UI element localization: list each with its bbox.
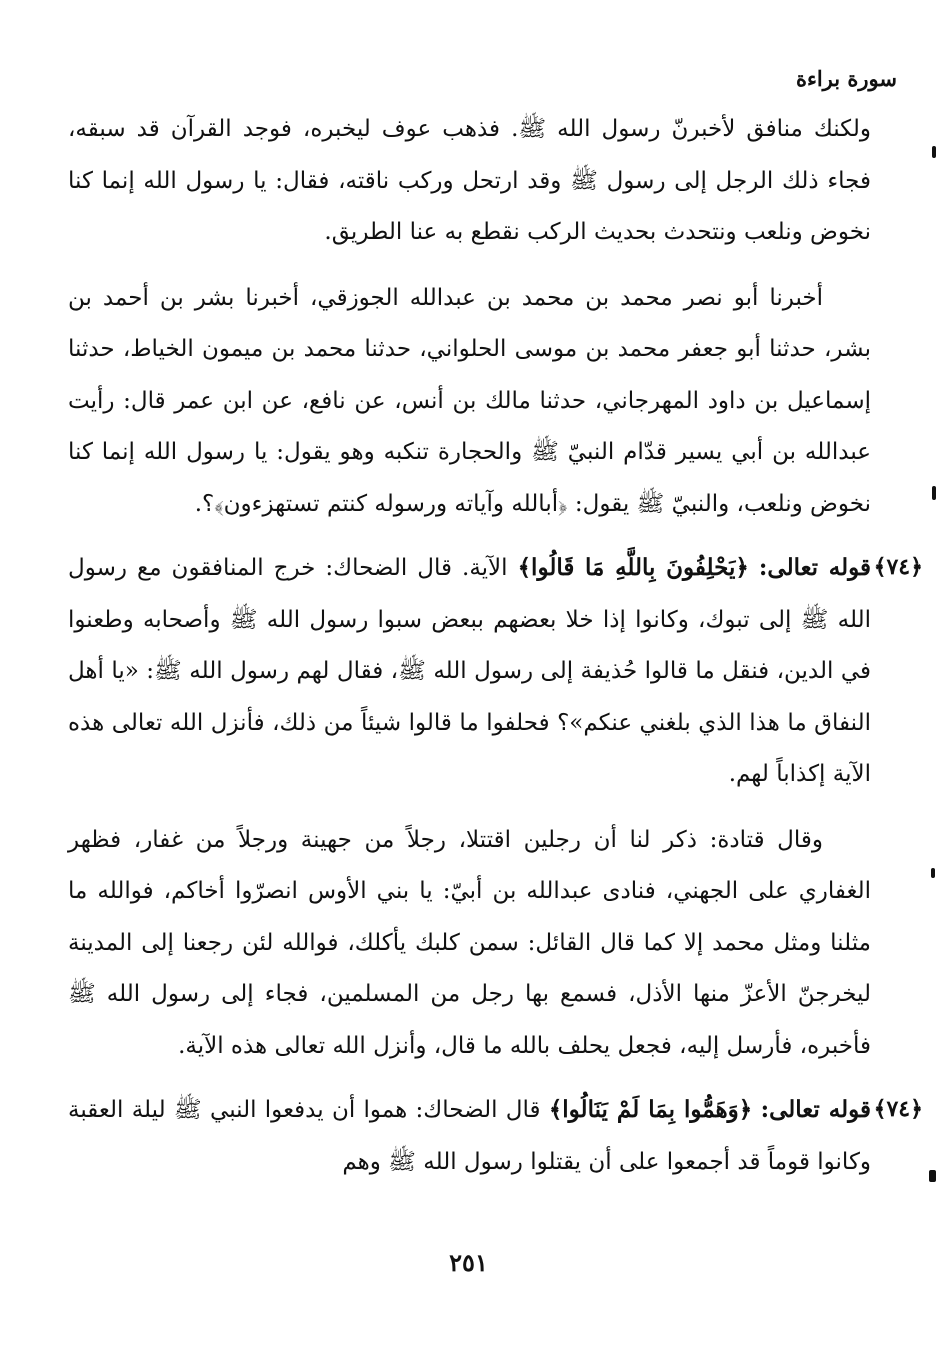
paragraph-3 <box>68 542 871 801</box>
surah-running-header: سورة براءة <box>795 66 897 91</box>
verse-intro-label: قوله تعالى: <box>758 554 872 581</box>
scan-edge-mark <box>929 1170 936 1182</box>
paragraph-gap <box>68 530 871 542</box>
paragraph-gap <box>68 801 871 815</box>
quran-quote: ﴿يَحْلِفُونَ بِاللَّهِ مَا قَالُوا﴾ <box>517 554 749 581</box>
paragraph-2-hadith-chain: أخبرنا أبو نصر محمد بن محمد بن عبدالله الجوزقي، أخبرنا بشر بن أحمد بن بشر، حدثنا أبو جعفر محمد بن موسى الحلواني، حدثنا محمد بن ميمون الخياط، حدثنا إسماعيل بن داود المهرجاني، حدثنا مالك بن أنس، عن نافع، عن ابن عمر قال: رأيت عبدالله بن أبي يسير قدّام النبيّ ﷺ والحجارة تنكبه وهو يقول: يا رسول الله إنما كنا نخوض ونلعب، والنبيّ ﷺ يقول: ﴿أبالله وآياته ورسوله كنتم تستهزءون﴾؟. <box>68 284 871 517</box>
paragraph-gap <box>68 259 871 273</box>
commentary-text: الآية. قال الضحاك: خرج المنافقون مع رسول الله ﷺ إلى تبوك، وكانوا إذا خلا بعضهم ببعض سبوا رسول الله ﷺ وأصحابه وطعنوا في الدين، فنقل ما قالوا حُذيفة إلى رسول الله ﷺ، فقال لهم رسول الله ﷺ: «يا أهل النفاق ما هذا الذي بلغني عنكم»؟ فحلفوا ما قالوا شيئاً من ذلك، فأنزل الله تعالى هذه الآية إكذاباً لهم. <box>68 555 871 787</box>
scan-edge-mark <box>932 486 936 500</box>
verse-section-2 <box>68 1084 923 1188</box>
paragraph-1: ولكنك منافق لأخبرنّ رسول الله ﷺ. فذهب عوف ليخبره، فوجد القرآن قد سبقه، فجاء ذلك الرجل إلى رسول ﷺ وقد ارتحل وركب ناقته، فقال: يا رسول الله إنما كنا نخوض ونلعب ونتحدث بحديث الركب نقطع به عنا الطريق. <box>68 116 871 245</box>
paragraph-5 <box>68 1084 871 1188</box>
scan-edge-mark <box>932 146 936 158</box>
paragraph-4: وقال قتادة: ذكر لنا أن رجلين اقتتلا، رجلاً من جهينة ورجلاً من غفار، فظهر الغفاري على الجهني، فنادى عبدالله بن أبيّ: يا بني الأوس انصرّوا أخاكم، فوالله ما مثلنا ومثل محمد إلا كما قال القائل: سمن كلبك يأكلك، فوالله لئن رجعنا إلى المدينة ليخرجنّ الأعزّ منها الأذل، فسمع بها رجل من المسلمين، فجاء إلى رسول الله ﷺ فأخبره، فأرسل إليه، فجعل يحلف بالله ما قال، وأنزل الله تعالى هذه الآية. <box>68 826 871 1059</box>
quran-quote: ﴿وَهَمُّوا بِمَا لَمْ يَنَالُوا﴾ <box>548 1096 753 1123</box>
paragraph-gap <box>68 1072 871 1084</box>
verse-section-1 <box>68 542 923 801</box>
verse-number-marker: ﴿٧٤﴾ <box>873 554 923 580</box>
scan-edge-mark <box>931 868 935 878</box>
verse-number-marker: ﴿٧٤﴾ <box>873 1096 923 1122</box>
page-number: ٢٥١ <box>449 1248 488 1277</box>
verse-intro-label: قوله تعالى: <box>760 1096 871 1123</box>
commentary-text: قال الضحاك: هموا أن يدفعوا النبي ﷺ ليلة العقبة وكانوا قوماً قد أجمعوا على أن يقتلوا رسول الله ﷺ وهم <box>68 1097 871 1175</box>
page-body <box>68 104 923 1188</box>
